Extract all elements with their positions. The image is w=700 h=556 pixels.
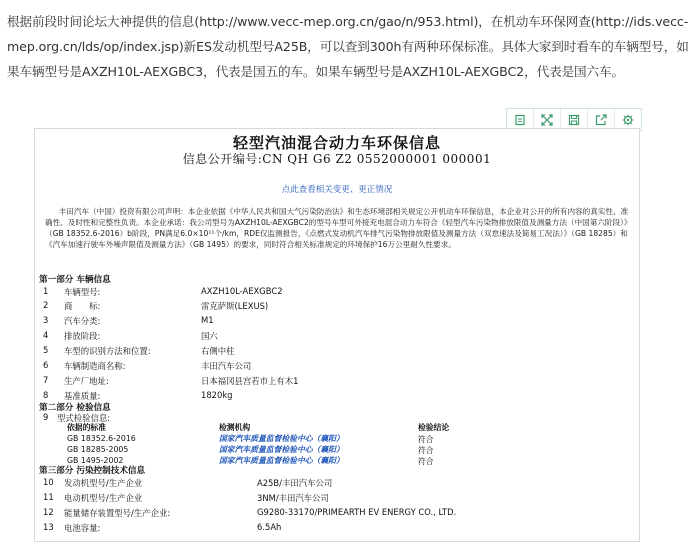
row-number: 5 <box>43 345 49 355</box>
row-value: 3NM/丰田汽车公司 <box>257 493 329 503</box>
row-label: 电池容量: <box>64 523 101 533</box>
row-label: 基准质量: <box>64 391 101 401</box>
copy-button[interactable] <box>507 109 534 130</box>
section2-heading: 第二部分 检验信息 <box>39 403 111 413</box>
row-number: 2 <box>43 300 49 310</box>
row-number: 3 <box>43 315 49 325</box>
row-value: 1820kg <box>201 390 233 400</box>
row-value: A25B/丰田汽车公司 <box>257 478 333 488</box>
settings-icon <box>622 114 634 126</box>
section3-heading: 第三部分 污染控制技术信息 <box>39 466 146 476</box>
row-value: 6.5Ah <box>257 522 282 532</box>
copy-icon <box>514 114 526 126</box>
intro-paragraph: 根据前段时间论坛大神提供的信息(http://www.vecc-mep.org.cn/gao/n/953.html)，在机动车环保网查(http://ids.vecc-mep.org.cn/lds/op/index.jsp)新ES发动机型号A25B，可以查到300h有两种环保标准。具体大家到时看车的车辆型号，如果车辆型号是AXZH10L-AEXGBC3，代表是国五的车。如果车辆型号是AXZH10L-AEXGBC2，代表是国六车。 <box>7 14 689 79</box>
row-label: 能量储存装置型号/生产企业: <box>64 508 171 518</box>
manufacturer-statement: 丰田汽车（中国）投资有限公司声明：本企业依据《中华人民共和国大气污染防治法》和生态环境部相关规定公开机动车环保信息，本企业对公开的所有内容的真实性、准确性、及时性和完整性负责。本企业承诺：我公司型号为AXZH10L-AEXGBC2的型号车型可外接充电混合动力车符合《轻型汽车污染物排放限值及测量方法（中国第六阶段）》（GB 18352.6-2016）b阶段，PN满足6.0×10¹¹个/km，RDE仅监测报告，《点燃式发动机汽车排气污染物排放限值及测量方法（双怠速法及简易工况法）》（GB 18285）和《汽车加速行驶车外噪声限值及测量方法》（GB 1495）的要求，同时符合相关标准规定的环境保护16万公里耐久性要求。 <box>45 207 629 249</box>
row-label: 商 标: <box>64 301 101 311</box>
document-title: 轻型汽油混合动力车环保信息 <box>232 134 441 152</box>
share-button[interactable] <box>588 109 615 130</box>
row-label: 车辆型号: <box>64 287 101 297</box>
environmental-info-document <box>34 128 640 542</box>
settings-button[interactable] <box>615 109 641 130</box>
row-label: 型式检验信息: <box>57 413 111 423</box>
row-number: 10 <box>43 477 54 487</box>
share-icon <box>595 114 607 126</box>
inspection-standard: GB 18352.6-2016 <box>67 434 136 443</box>
col-standard-header: 依据的标准 <box>67 423 106 432</box>
row-number: 1 <box>43 286 49 296</box>
row-label: 发动机型号/生产企业 <box>64 478 143 488</box>
row-value: 丰田汽车公司 <box>201 361 252 371</box>
col-result-header: 检验结论 <box>418 423 450 432</box>
inspection-result: 符合 <box>418 457 434 466</box>
row-number: 7 <box>43 375 49 385</box>
inspection-result: 符合 <box>418 435 434 444</box>
save-icon <box>568 114 580 126</box>
row-number: 9 <box>43 412 49 422</box>
row-label: 车型的识别方法和位置: <box>64 346 151 356</box>
inspection-org: 国家汽车质量监督检验中心（襄阳） <box>219 445 344 454</box>
row-number: 11 <box>43 492 54 502</box>
row-number: 13 <box>43 522 54 532</box>
row-value: 国六 <box>201 331 218 341</box>
row-label: 生产厂地址: <box>64 376 109 386</box>
row-value: AXZH10L-AEXGBC2 <box>201 286 283 296</box>
row-label: 排放阶段: <box>64 331 101 341</box>
row-value: G9280-33170/PRIMEARTH EV ENERGY CO., LTD. <box>257 507 457 517</box>
col-org-header: 检测机构 <box>219 423 251 432</box>
row-number: 8 <box>43 390 49 400</box>
inspection-standard: GB 18285-2005 <box>67 445 129 454</box>
inspection-standard: GB 1495-2002 <box>67 456 124 465</box>
row-number: 12 <box>43 507 54 517</box>
inspection-org: 国家汽车质量监督检验中心（襄阳） <box>219 434 344 443</box>
inspection-org: 国家汽车质量监督检验中心（襄阳） <box>219 456 344 465</box>
section1-heading: 第一部分 车辆信息 <box>39 275 111 285</box>
row-label: 电动机型号/生产企业 <box>64 493 143 503</box>
expand-button[interactable] <box>534 109 561 130</box>
save-button[interactable] <box>561 109 588 130</box>
row-number: 6 <box>43 360 49 370</box>
row-value: 日本福冈县宫若市上有木1 <box>201 376 299 386</box>
expand-icon <box>541 114 553 126</box>
row-value: M1 <box>201 315 214 325</box>
row-value: 雷克萨斯(LEXUS) <box>201 301 269 311</box>
row-label: 汽车分类: <box>64 316 101 326</box>
change-history-link[interactable]: 点此查看相关变更、更正情况 <box>281 185 393 195</box>
inspection-result: 符合 <box>418 446 434 455</box>
row-value: 右侧中柱 <box>201 346 235 356</box>
document-number: 信息公开编号:CN QH G6 Z2 0552000001 000001 <box>182 152 492 166</box>
row-label: 车辆制造商名称: <box>64 361 126 371</box>
row-number: 4 <box>43 330 49 340</box>
